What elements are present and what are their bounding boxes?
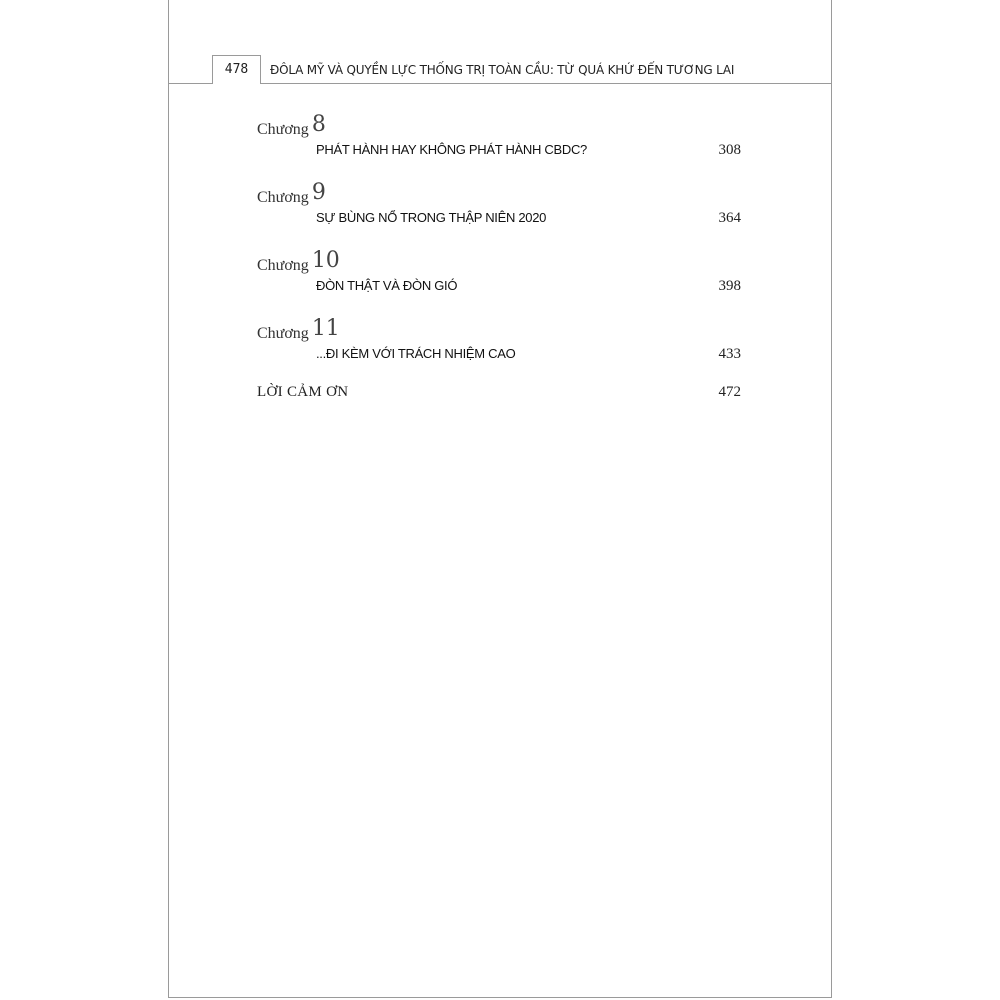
chapter-title: ...ĐI KÈM VỚI TRÁCH NHIỆM CAO	[316, 346, 516, 361]
page-reference: 398	[718, 278, 741, 294]
page-number: 478	[212, 55, 261, 84]
chapter-title-row	[257, 210, 741, 232]
chapter-word: Chương	[257, 257, 309, 274]
page-reference: 364	[718, 210, 741, 226]
chapter-word: Chương	[257, 121, 309, 138]
chapter-title: ĐÒN THẬT VÀ ĐÒN GIÓ	[316, 278, 458, 293]
chapter-label	[257, 317, 741, 343]
chapter-label	[257, 113, 741, 139]
chapter-label	[257, 181, 741, 207]
chapter-number: 9	[311, 180, 326, 205]
running-title: ĐÔLA MỸ VÀ QUYỀN LỰC THỐNG TRỊ TOÀN CẦU: TỪ QUÁ KHỨ ĐẾN TƯƠNG LAI	[270, 63, 735, 77]
chapter-number: 8	[311, 112, 326, 137]
chapter-title-row	[257, 142, 741, 164]
toc-entry-acknowledgements[interactable]	[257, 384, 741, 406]
toc-entry-chapter-9[interactable]	[257, 181, 741, 232]
toc-entry-chapter-10[interactable]	[257, 249, 741, 300]
running-header	[168, 55, 832, 84]
chapter-title: PHÁT HÀNH HAY KHÔNG PHÁT HÀNH CBDC?	[316, 142, 587, 157]
chapter-title-row	[257, 278, 741, 300]
chapter-number: 10	[311, 248, 340, 273]
chapter-title-row	[257, 346, 741, 368]
chapter-word: Chương	[257, 189, 309, 206]
chapter-title: SỰ BÙNG NỔ TRONG THẬP NIÊN 2020	[316, 210, 547, 225]
page-reference: 433	[718, 346, 741, 362]
page-reference: 472	[718, 384, 741, 400]
toc-entry-chapter-11[interactable]	[257, 317, 741, 368]
chapter-label	[257, 249, 741, 275]
chapter-word: Chương	[257, 325, 309, 342]
toc-entry-chapter-8[interactable]	[257, 113, 741, 164]
chapter-number: 11	[311, 316, 340, 341]
acknowledgements-label: LỜI CẢM ƠN	[257, 384, 349, 400]
page-reference: 308	[718, 142, 741, 158]
